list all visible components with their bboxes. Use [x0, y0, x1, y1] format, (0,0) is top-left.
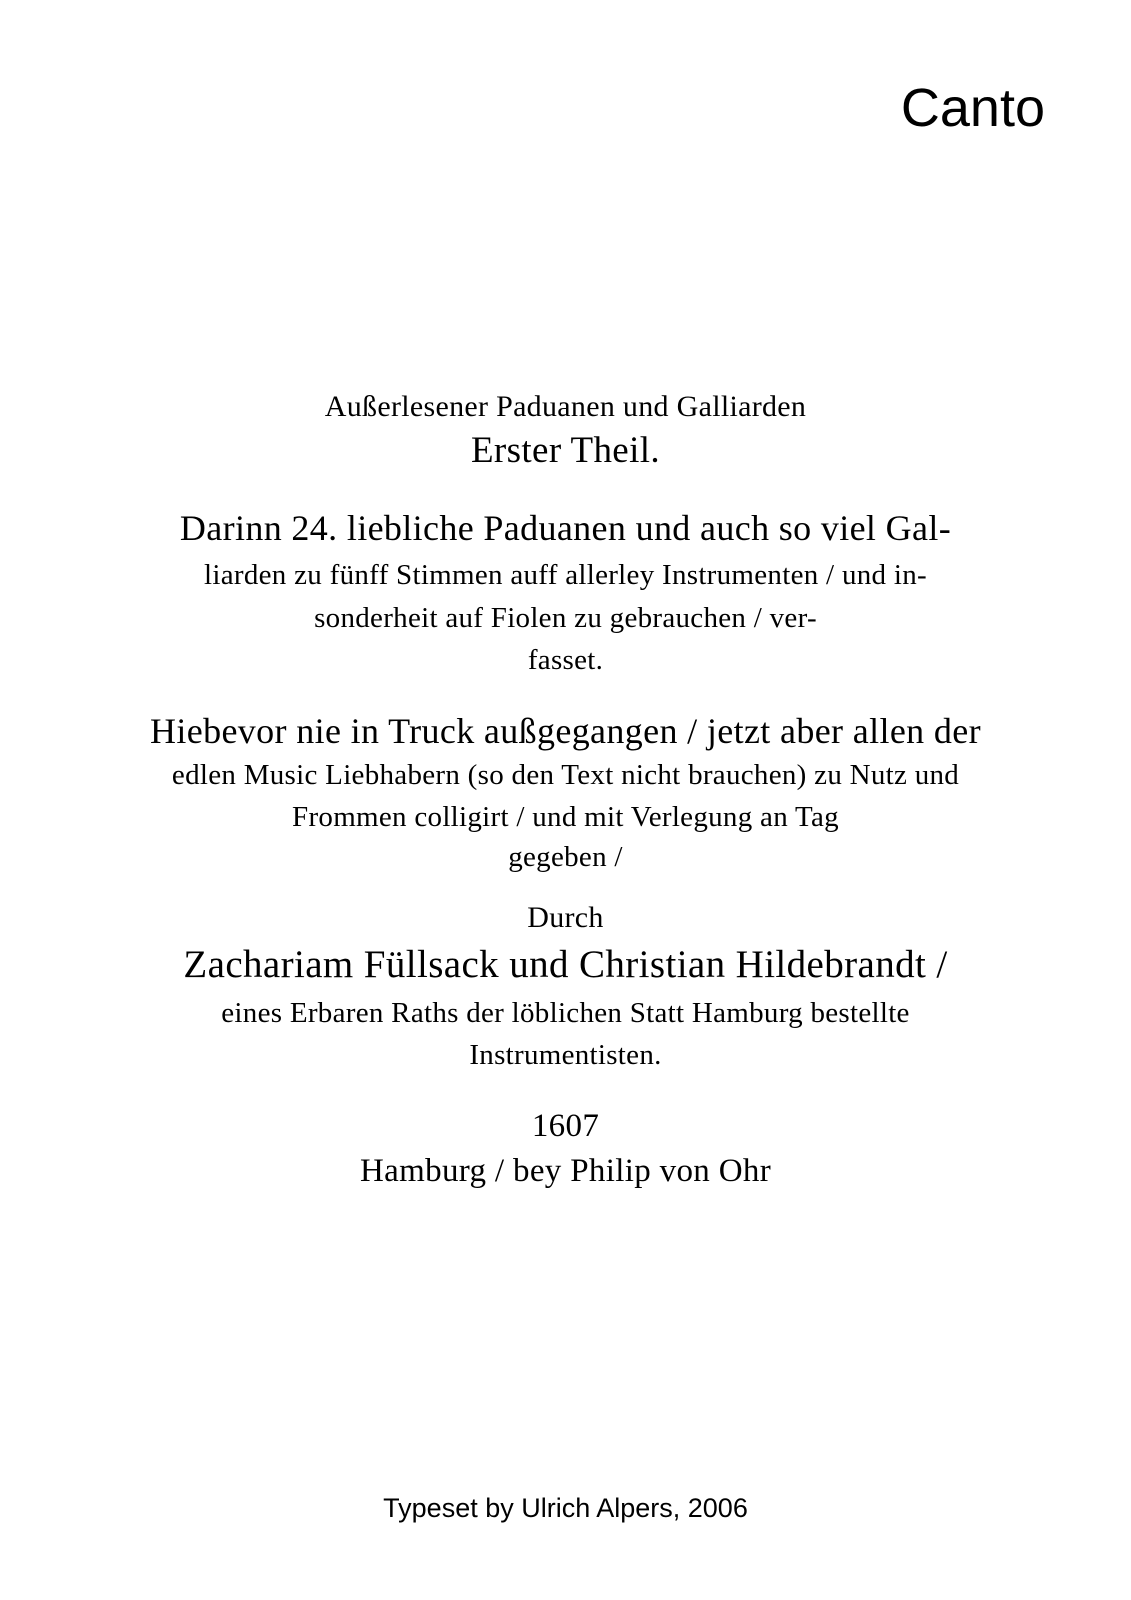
subtitle-line: Darinn 24. liebliche Paduanen und auch so viel Gal- [179, 508, 952, 548]
byline-names: Zachariam Füllsack und Christian Hildebrandt / [183, 943, 948, 986]
part-label: Canto [900, 78, 1045, 138]
dedication-line: Frommen colligirt / und mit Verlegung an Tag [292, 801, 839, 833]
series-title: Außerlesener Paduanen und Galliarden [324, 390, 807, 423]
subtitle-line: fasset. [527, 644, 604, 676]
imprint-publisher: Hamburg / bey Philip von Ohr [359, 1153, 772, 1189]
volume-title: Erster Theil. [470, 430, 661, 471]
dedication-line: Hiebevor nie in Truck außgegangen / jetzt aber allen der [150, 711, 981, 751]
typesetter-credit: Typeset by Ulrich Alpers, 2006 [383, 1493, 748, 1523]
byline-intro: Durch [527, 901, 604, 934]
subtitle-line: sonderheit auf Fiolen zu gebrauchen / ver- [314, 602, 817, 634]
byline-description-line: eines Erbaren Raths der löblichen Statt Hamburg bestellte [221, 997, 910, 1029]
byline-description-line: Instrumentisten. [469, 1039, 662, 1071]
dedication-line: edlen Music Liebhabern (so den Text nicht brauchen) zu Nutz und [171, 759, 960, 791]
subtitle-line: liarden zu fünff Stimmen auff allerley Instrumenten / und in- [204, 559, 927, 591]
dedication-line: gegeben / [508, 841, 623, 873]
imprint-year: 1607 [531, 1108, 600, 1144]
